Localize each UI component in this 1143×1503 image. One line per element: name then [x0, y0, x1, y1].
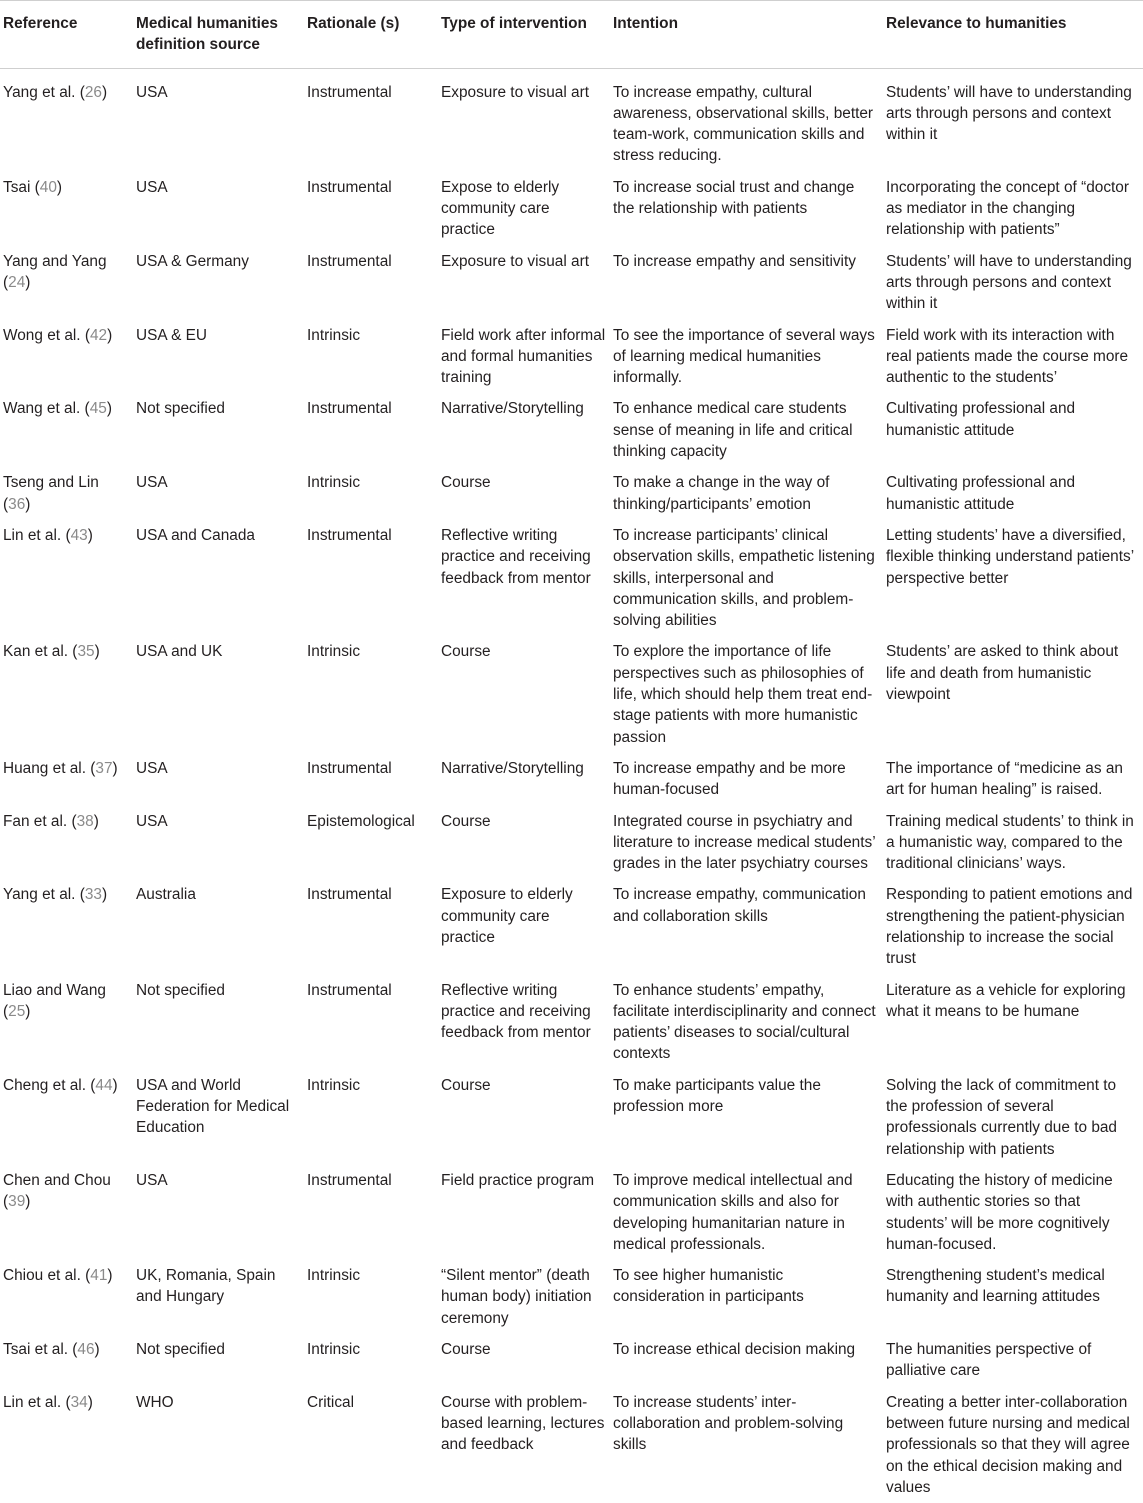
cell-intention: To increase empathy, cultural awareness, observational skills, better team-work, communication skills and stress reducing. — [613, 83, 874, 165]
cell-intervention-type: Narrative/Storytelling — [441, 759, 584, 777]
cell-rationale: Critical — [307, 1393, 355, 1411]
cell-intention: Integrated course in psychiatry and literature to increase medical students’ grades in the later psychiatry courses — [613, 812, 876, 873]
cell-intention: To increase students’ inter-collaboration and problem-solving skills — [613, 1393, 844, 1454]
cell-rationale: Instrumental — [307, 252, 392, 270]
cell-definition-source: USA and UK — [136, 643, 223, 661]
citation-link[interactable]: 38 — [76, 812, 94, 830]
cell-intention: To see higher humanistic consideration in participants — [613, 1267, 804, 1306]
header-relevance: Relevance to humanities — [883, 1, 1143, 69]
table-row — [0, 393, 1143, 467]
cell-intervention-type: Course — [441, 474, 491, 492]
cell-intention: To make participants value the profession more — [613, 1076, 821, 1116]
reference-author: Yang and Yang ( — [3, 252, 107, 291]
table-row — [0, 1260, 1143, 1334]
table-row — [0, 975, 1143, 1070]
cell-intervention-type: Reflective writing practice and receiving feedback from mentor — [441, 526, 591, 587]
cell-rationale: Intrinsic — [307, 1076, 361, 1094]
cell-definition-source: Not specified — [136, 981, 225, 999]
reference-author: Cheng et al. ( — [3, 1076, 96, 1094]
cell-relevance: Cultivating professional and humanistic attitude — [886, 400, 1076, 439]
reference-author: Yang et al. ( — [3, 886, 85, 904]
cell-definition-source: Not specified — [136, 400, 225, 418]
reference-author: Wang et al. ( — [3, 400, 90, 418]
cell-intention: To enhance medical care students sense of meaning in life and critical thinking capacity — [613, 400, 853, 461]
cell-intention: To explore the importance of life perspectives such as philosophies of life, which should help them treat end-stage patients with more humanistic passion — [613, 643, 873, 746]
reference-author: Wong et al. ( — [3, 326, 90, 344]
cell-definition-source: Australia — [136, 886, 196, 904]
cell-reference: Chiou et al. (41) — [3, 1267, 113, 1285]
cell-rationale: Instrumental — [307, 759, 392, 777]
table-row — [0, 1387, 1143, 1503]
cell-reference: Wang et al. (45) — [3, 400, 112, 418]
table-row — [0, 320, 1143, 394]
citation-link[interactable]: 45 — [89, 400, 107, 418]
cell-relevance: Students’ are asked to think about life and death from humanistic viewpoint — [886, 643, 1119, 704]
header-rationale: Rationale (s) — [304, 1, 438, 69]
header-reference: Reference — [0, 1, 133, 69]
cell-definition-source: USA — [136, 178, 168, 196]
cell-reference: Yang and Yang (24) — [3, 252, 107, 291]
cell-definition-source: USA — [136, 812, 168, 830]
cell-definition-source: USA & Germany — [136, 252, 249, 270]
cell-rationale: Instrumental — [307, 400, 392, 418]
cell-reference: Tsai (40) — [3, 178, 63, 196]
cell-definition-source: WHO — [136, 1393, 174, 1411]
header-intention: Intention — [610, 1, 883, 69]
citation-link[interactable]: 39 — [8, 1193, 26, 1211]
citation-link[interactable]: 44 — [95, 1076, 113, 1094]
cell-intention: To improve medical intellectual and communication skills and also for developing humanitarian nature in medical professionals. — [613, 1171, 853, 1253]
cell-intention: To enhance students’ empathy, facilitate interdisciplinarity and connect patients’ diseases to social/cultural contexts — [613, 981, 876, 1063]
cell-intention: To increase empathy and be more human-focused — [613, 759, 846, 799]
cell-reference: Lin et al. (34) — [3, 1393, 93, 1411]
citation-link[interactable]: 42 — [89, 326, 108, 344]
cell-reference: Huang et al. (37) — [3, 759, 118, 777]
cell-relevance: Letting students’ have a diversified, flexible thinking understand patients’ perspective better — [886, 526, 1134, 587]
reference-author: Fan et al. ( — [3, 812, 77, 830]
table-row — [0, 879, 1143, 974]
cell-intervention-type: Course — [441, 812, 491, 830]
reference-author: Tseng and Lin ( — [3, 474, 99, 513]
cell-intention: To increase participants’ clinical observation skills, empathetic listening skills, interpersonal and communication skills, and problem-solving abilities — [613, 526, 875, 630]
cell-rationale: Intrinsic — [307, 1341, 361, 1359]
reference-author: Tsai et al. ( — [3, 1341, 78, 1359]
citation-link[interactable]: 46 — [77, 1341, 95, 1359]
cell-intention: To increase ethical decision making — [613, 1341, 856, 1359]
cell-relevance: Incorporating the concept of “doctor as mediator in the changing relationship with patients” — [886, 178, 1129, 239]
cell-relevance: Students’ will have to understanding arts through persons and context within it — [886, 252, 1132, 313]
cell-intervention-type: “Silent mentor” (death human body) initiation ceremony — [441, 1267, 592, 1327]
cell-rationale: Intrinsic — [307, 1267, 361, 1285]
header-intervention-type: Type of intervention — [438, 1, 610, 69]
cell-intervention-type: Expose to elderly community care practice — [441, 178, 560, 239]
cell-rationale: Instrumental — [307, 1171, 392, 1189]
cell-relevance: Cultivating professional and humanistic attitude — [886, 474, 1076, 513]
cell-reference: Fan et al. (38) — [3, 812, 99, 830]
cell-intervention-type: Course — [441, 643, 491, 661]
citation-link[interactable]: 41 — [90, 1267, 108, 1285]
reference-author: Liao and Wang ( — [3, 981, 106, 1020]
cell-relevance: Training medical students’ to think in a humanistic way, compared to the traditional clinicians’ ways. — [886, 812, 1134, 873]
cell-intervention-type: Exposure to visual art — [441, 83, 589, 101]
table-body — [0, 68, 1143, 1503]
cell-relevance: Literature as a vehicle for exploring what it means to be humane — [886, 981, 1126, 1020]
cell-intervention-type: Course — [441, 1341, 491, 1359]
cell-intention: To increase empathy, communication and collaboration skills — [613, 886, 866, 925]
table-row — [0, 753, 1143, 806]
cell-definition-source: Not specified — [136, 1341, 225, 1359]
table-row — [0, 1070, 1143, 1165]
cell-reference: Cheng et al. (44) — [3, 1076, 118, 1094]
cell-definition-source: USA — [136, 759, 168, 777]
citation-link[interactable]: 26 — [84, 83, 102, 101]
cell-rationale: Instrumental — [307, 886, 392, 904]
cell-rationale: Instrumental — [307, 981, 392, 999]
cell-relevance: The importance of “medicine as an art for human healing” is raised. — [886, 759, 1123, 799]
cell-intervention-type: Narrative/Storytelling — [441, 400, 584, 418]
cell-relevance: Strengthening student’s medical humanity and learning attitudes — [886, 1267, 1105, 1306]
cell-intervention-type: Reflective writing practice and receiving feedback from mentor — [441, 981, 591, 1042]
cell-rationale: Intrinsic — [307, 643, 361, 661]
citation-link[interactable]: 25 — [8, 1002, 26, 1020]
cell-intervention-type: Exposure to visual art — [441, 252, 589, 270]
table-row — [0, 636, 1143, 752]
cell-reference: Chen and Chou (39) — [3, 1171, 111, 1211]
cell-intention: To make a change in the way of thinking/participants’ emotion — [613, 474, 830, 513]
table-row — [0, 246, 1143, 320]
cell-definition-source: USA — [136, 83, 168, 101]
cell-intervention-type: Field work after informal and formal humanities training — [441, 326, 606, 387]
citation-link[interactable]: 36 — [8, 495, 26, 513]
cell-intervention-type: Field practice program — [441, 1171, 595, 1189]
cell-intervention-type: Exposure to elderly community care practice — [441, 886, 573, 946]
cell-rationale: Epistemological — [307, 812, 415, 830]
cell-rationale: Instrumental — [307, 526, 392, 544]
reference-author: Huang et al. ( — [3, 759, 96, 777]
header-definition-source: Medical humanities definition source — [133, 1, 304, 69]
cell-reference: Yang et al. (26) — [3, 83, 108, 101]
cell-reference: Liao and Wang (25) — [3, 981, 106, 1020]
reference-author: Chiou et al. ( — [3, 1267, 91, 1285]
cell-reference: Yang et al. (33) — [3, 886, 108, 904]
cell-relevance: Solving the lack of commitment to the profession of several professionals currently due to bad relationship with patients — [886, 1076, 1117, 1158]
citation-link[interactable]: 24 — [8, 273, 26, 291]
reference-author: Lin et al. ( — [3, 526, 71, 544]
reference-author: Tsai ( — [3, 178, 40, 196]
cell-rationale: Intrinsic — [307, 326, 361, 344]
citation-link[interactable]: 37 — [95, 759, 113, 777]
cell-definition-source: USA & EU — [136, 326, 207, 344]
cell-rationale: Instrumental — [307, 83, 392, 101]
cell-reference: Tsai et al. (46) — [3, 1341, 100, 1359]
cell-definition-source: USA — [136, 1171, 168, 1189]
reference-author: Chen and Chou ( — [3, 1171, 111, 1211]
citation-link[interactable]: 43 — [70, 526, 88, 544]
header-row — [0, 1, 1143, 69]
cell-definition-source: USA — [136, 474, 168, 492]
table-row — [0, 1165, 1143, 1260]
reference-author: Yang et al. ( — [3, 83, 85, 101]
cell-relevance: Students’ will have to understanding arts through persons and context within it — [886, 83, 1132, 144]
table-row — [0, 172, 1143, 246]
cell-relevance: Creating a better inter-collaboration between future nursing and medical professionals so that they will agree on the ethical decision making and values — [886, 1393, 1130, 1496]
cell-reference: Kan et al. (35) — [3, 643, 100, 661]
cell-relevance: The humanities perspective of palliative care — [886, 1341, 1092, 1380]
cell-definition-source: UK, Romania, Spain and Hungary — [136, 1267, 276, 1306]
citation-link[interactable]: 34 — [70, 1393, 88, 1411]
table-header — [0, 1, 1143, 69]
cell-rationale: Instrumental — [307, 178, 392, 196]
table-row — [0, 806, 1143, 880]
cell-reference: Wong et al. (42) — [3, 326, 113, 344]
cell-definition-source: USA and Canada — [136, 526, 255, 544]
citation-link[interactable]: 40 — [39, 178, 57, 196]
cell-intention: To increase social trust and change the relationship with patients — [613, 178, 855, 218]
reference-author: Kan et al. ( — [3, 643, 78, 661]
cell-intention: To increase empathy and sensitivity — [613, 252, 856, 270]
cell-relevance: Educating the history of medicine with authentic stories so that students’ will be more cognitively human-focused. — [886, 1171, 1113, 1253]
table-row — [0, 1334, 1143, 1387]
table-row — [0, 520, 1143, 636]
citation-link[interactable]: 33 — [84, 886, 102, 904]
cell-relevance: Responding to patient emotions and strengthening the patient-physician relationship to increase the social trust — [886, 886, 1133, 968]
reference-author: Lin et al. ( — [3, 1393, 71, 1411]
cell-reference: Lin et al. (43) — [3, 526, 93, 544]
cell-relevance: Field work with its interaction with real patients made the course more authentic to the students’ — [886, 326, 1129, 387]
cell-intervention-type: Course with problem-based learning, lectures and feedback — [441, 1393, 605, 1454]
cell-rationale: Intrinsic — [307, 474, 361, 492]
cell-definition-source: USA and World Federation for Medical Education — [136, 1076, 290, 1137]
table-row — [0, 68, 1143, 172]
cell-reference: Tseng and Lin (36) — [3, 474, 99, 513]
citation-link[interactable]: 35 — [77, 643, 95, 661]
cell-intention: To see the importance of several ways of learning medical humanities informally. — [613, 326, 875, 387]
table-row — [0, 467, 1143, 520]
cell-intervention-type: Course — [441, 1076, 491, 1094]
